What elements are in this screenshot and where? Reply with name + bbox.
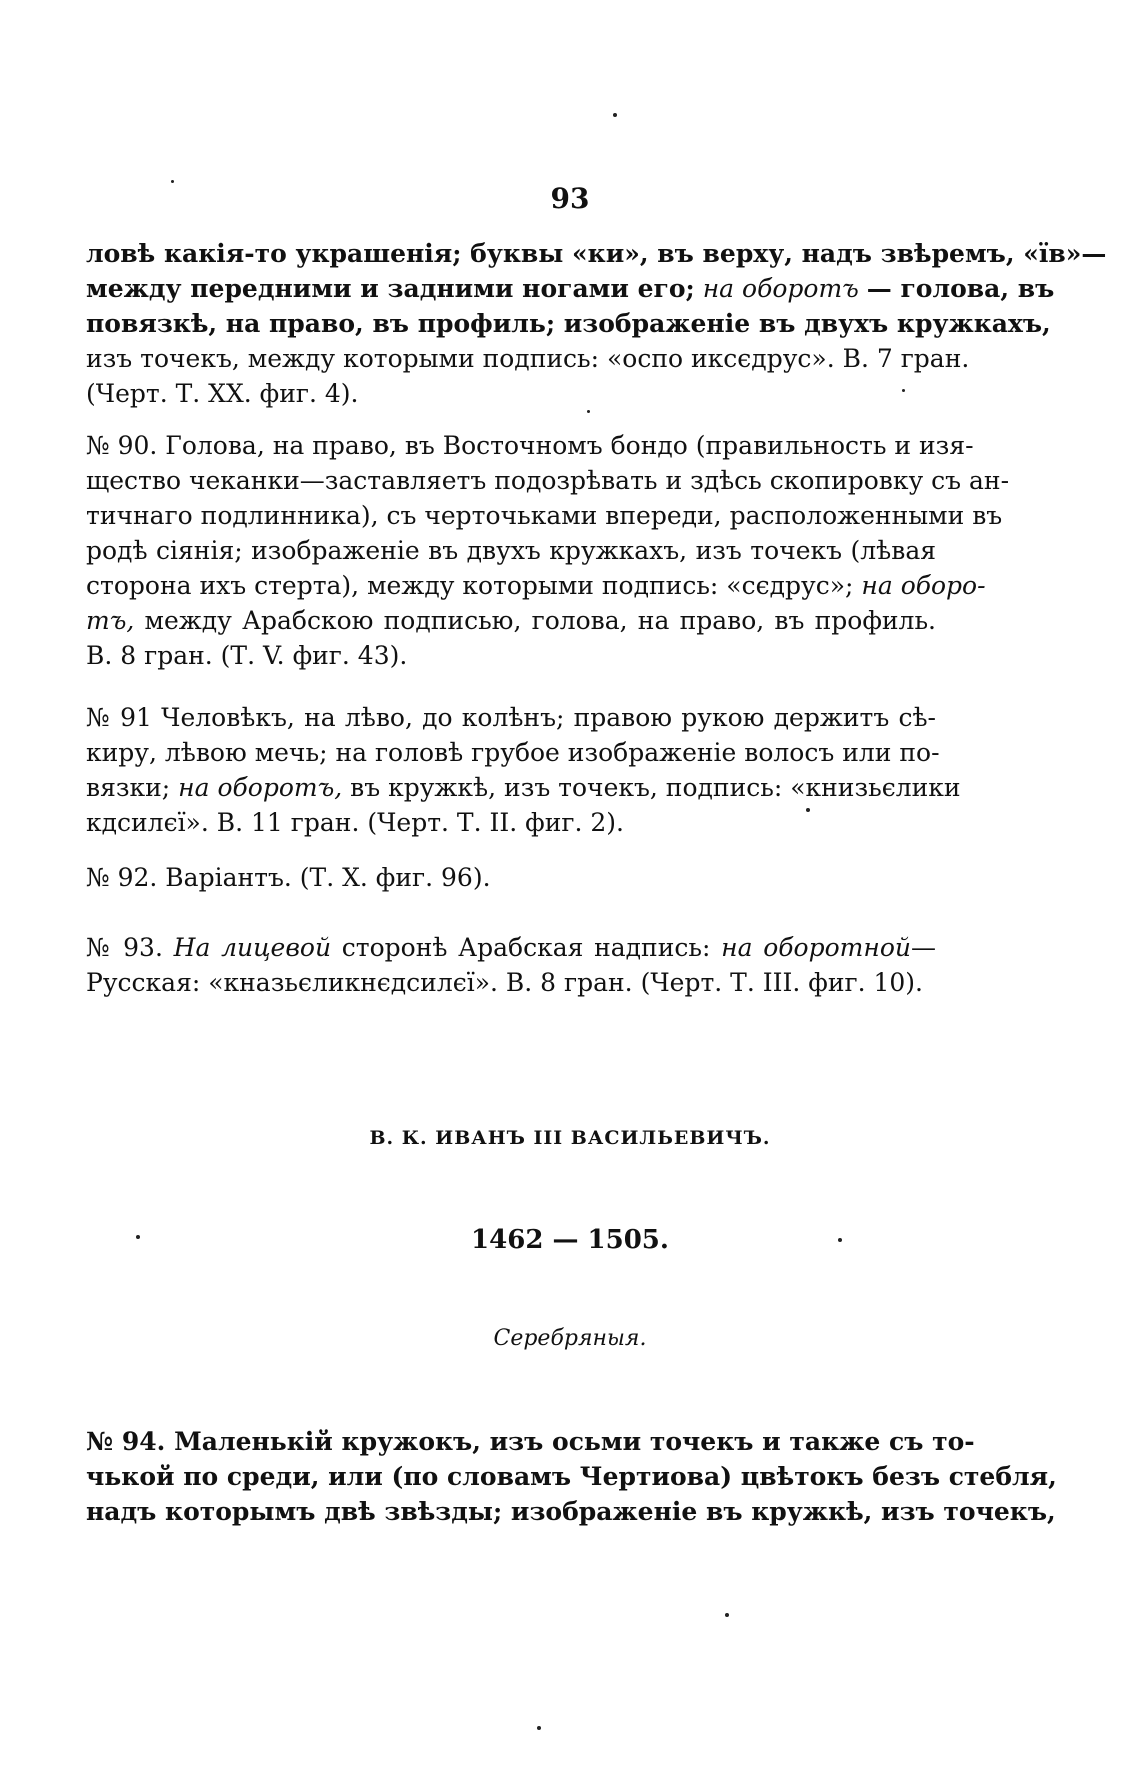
text-line [86,603,936,638]
scan-speck [136,1235,140,1239]
text-fragment: сторона ихъ стерта), между которыми подпись: «сєдрус»; [86,571,854,600]
entry-92 [86,860,936,895]
italic-fragment: на оборо- [861,571,986,600]
italic-fragment: На лицевой [173,933,332,962]
entry-91 [86,700,961,840]
text-line: № 90. Голова, на право, въ Восточномъ бондо (правильность и изя- [86,431,974,460]
italic-fragment: на оборотъ, [178,773,343,802]
section-heading-years: 1462 — 1505. [471,1225,669,1255]
text-line [86,568,986,603]
text-line: Русская: «кназьєликнєдсилєї». В. 8 гран. (Черт. Т. III. фиг. 10). [86,968,923,997]
text-fragment: — [911,933,936,962]
section-heading-ruler: В. К. ИВАНЪ III ВАСИЛЬЕВИЧЪ. [369,1127,771,1149]
scan-speck [838,1238,842,1242]
text-line: чькой по среди, или (по словамъ Чертиова) цвѣтокъ безъ стебля, [86,1462,1057,1491]
text-line: № 91 Человѣкъ, на лѣво, до колѣнъ; правою рукою держитъ сѣ- [86,703,936,732]
text-fragment: между передними и задними ногами его; [86,274,695,303]
entry-90 [86,428,1010,673]
text-line: повязкѣ, на право, въ профиль; изображеніе въ двухъ кружкахъ, [86,309,1051,338]
text-fragment: въ кружкѣ, изъ точекъ, подпись: «книзьєлики [350,773,961,802]
text-line: ловѣ какія-то украшенія; буквы «ки», въ верху, надъ звѣремъ, «їв»— [86,239,1107,268]
text-fragment: вязки; [86,773,171,802]
entry-94 [86,1424,1057,1529]
paragraph-continuation [86,236,1107,411]
text-fragment: между Арабскою подписью, голова, на право, въ профиль. [144,606,936,635]
text-line: киру, лѣвою мечь; на головѣ грубое изображеніе волосъ или по- [86,738,940,767]
text-line: кдсилєї». В. 11 гран. (Черт. Т. II. фиг. 2). [86,808,624,837]
text-fragment: сторонѣ Арабская надпись: [341,933,711,962]
scan-speck [587,410,590,413]
page-number: 93 [550,182,590,215]
text-fragment: № 93. [86,933,163,962]
entry-93 [86,930,936,1000]
text-line: надъ которымъ двѣ звѣзды; изображеніе въ кружкѣ, изъ точекъ, [86,1497,1056,1526]
scan-speck [725,1613,729,1617]
scan-speck [806,808,810,812]
text-line: В. 8 гран. (Т. V. фиг. 43). [86,641,408,670]
text-line: тичнаго подлинника), съ черточьками впереди, расположенными въ [86,501,1003,530]
text-fragment: — голова, въ [866,274,1055,303]
text-line: родѣ сіянія; изображеніе въ двухъ кружкахъ, изъ точекъ (лѣвая [86,536,936,565]
text-line: щество чеканки—заставляетъ подозрѣвать и здѣсь скопировку съ ан- [86,466,1010,495]
italic-fragment: на оборотъ [702,274,859,303]
scan-speck [613,113,617,117]
section-subheading: Серебряныя. [493,1326,647,1351]
text-line: № 92. Варіантъ. (Т. X. фиг. 96). [86,863,491,892]
text-line: № 94. Маленькій кружокъ, изъ осьми точекъ и также съ то- [86,1427,975,1456]
text-line: изъ точекъ, между которыми подпись: «оспо иксєдрус». В. 7 гран. [86,344,970,373]
scan-speck [171,180,174,183]
scan-speck [537,1726,541,1730]
text-line: (Черт. Т. XX. фиг. 4). [86,379,359,408]
text-line [86,930,936,965]
text-line [86,770,961,805]
scan-speck [902,389,905,392]
italic-fragment: на оборотной [721,933,911,962]
text-line [86,271,1055,306]
italic-fragment: тъ, [86,606,135,635]
